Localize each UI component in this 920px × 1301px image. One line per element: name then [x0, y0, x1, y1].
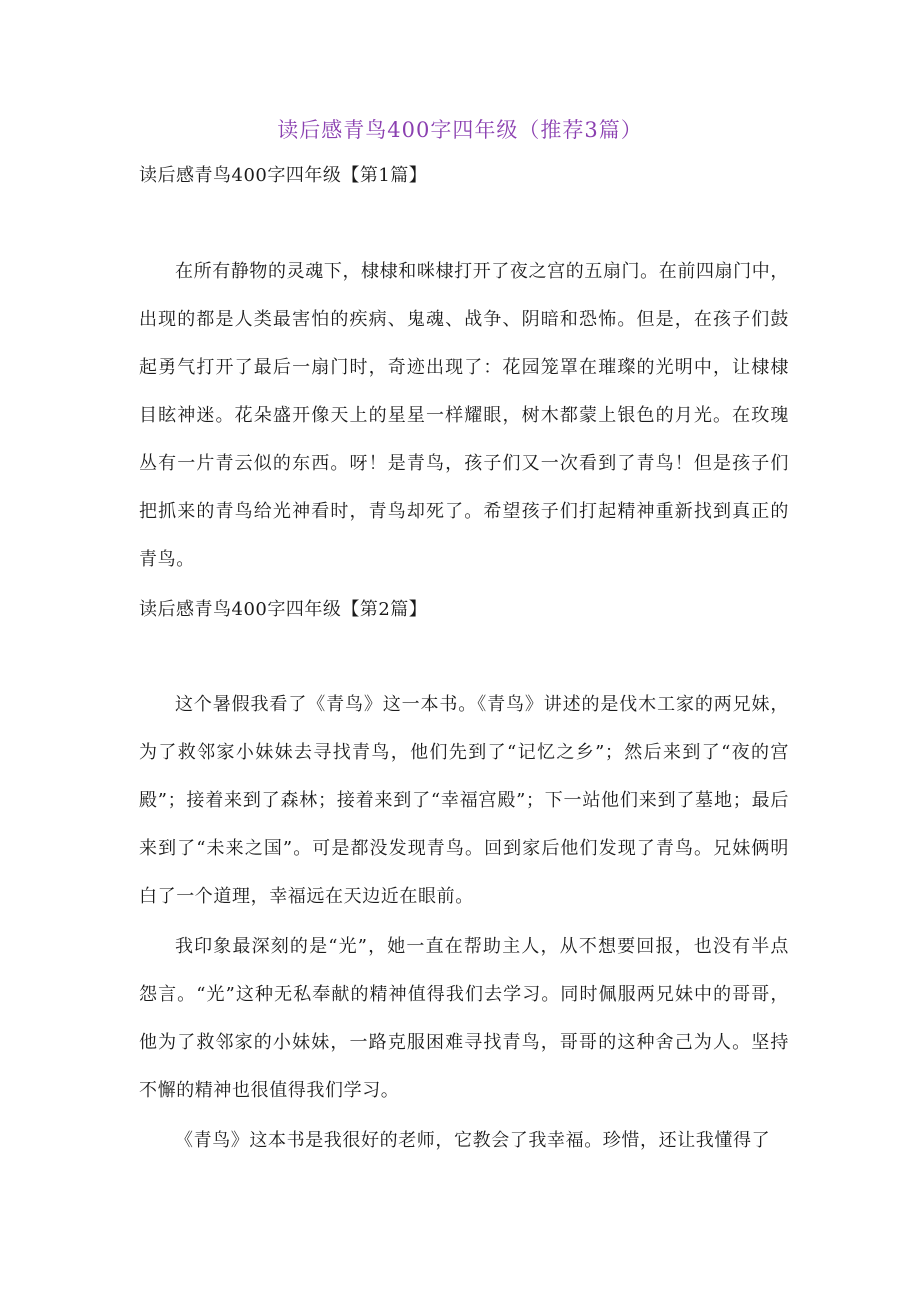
- section-1-heading: 读后感青鸟400字四年级【第1篇】: [139, 165, 428, 186]
- section-1-paragraph-1: 在所有静物的灵魂下，棣棣和咪棣打开了夜之宫的五扇门。在前四扇门中，出现的都是人类最害怕的疾病、鬼魂、战争、阴暗和恐怖。但是，在孩子们鼓起勇气打开了最后一扇门时，奇迹出现了：花园笼罩在璀璨的光明中，让棣棣目眩神迷。花朵盛开像天上的星星一样耀眼，树木都蒙上银色的月光。在玫瑰丛有一片青云似的东西。呀！是青鸟，孩子们又一次看到了青鸟！但是孩子们把抓来的青鸟给光神看时，青鸟却死了。希望孩子们打起精神重新找到真正的青鸟。: [139, 261, 789, 570]
- document-title: 读后感青鸟400字四年级（推荐3篇）: [277, 118, 643, 142]
- section-2-paragraph-2: 我印象最深刻的是“光”，她一直在帮助主人，从不想要回报，也没有半点怨言。“光”这种无私奉献的精神值得我们去学习。同时佩服两兄妹中的哥哥，他为了救邻家的小妹妹，一路克服困难寻找青鸟，哥哥的这种舍己为人。坚持不懈的精神也很值得我们学习。: [139, 936, 789, 1101]
- section-2-paragraph-1: 这个暑假我看了《青鸟》这一本书。《青鸟》讲述的是伐木工家的两兄妹，为了救邻家小妹妹去寻找青鸟，他们先到了“记忆之乡”；然后来到了“夜的宫殿”；接着来到了森林；接着来到了“幸福宫殿”；下一站他们来到了墓地；最后来到了“未来之国”。可是都没发现青鸟。回到家后他们发现了青鸟。兄妹俩明白了一个道理，幸福远在天边近在眼前。: [139, 694, 789, 907]
- section-2-heading: 读后感青鸟400字四年级【第2篇】: [139, 599, 428, 620]
- section-2-paragraph-3: 《青鸟》这本书是我很好的老师，它教会了我幸福。珍惜，还让我懂得了: [175, 1130, 771, 1151]
